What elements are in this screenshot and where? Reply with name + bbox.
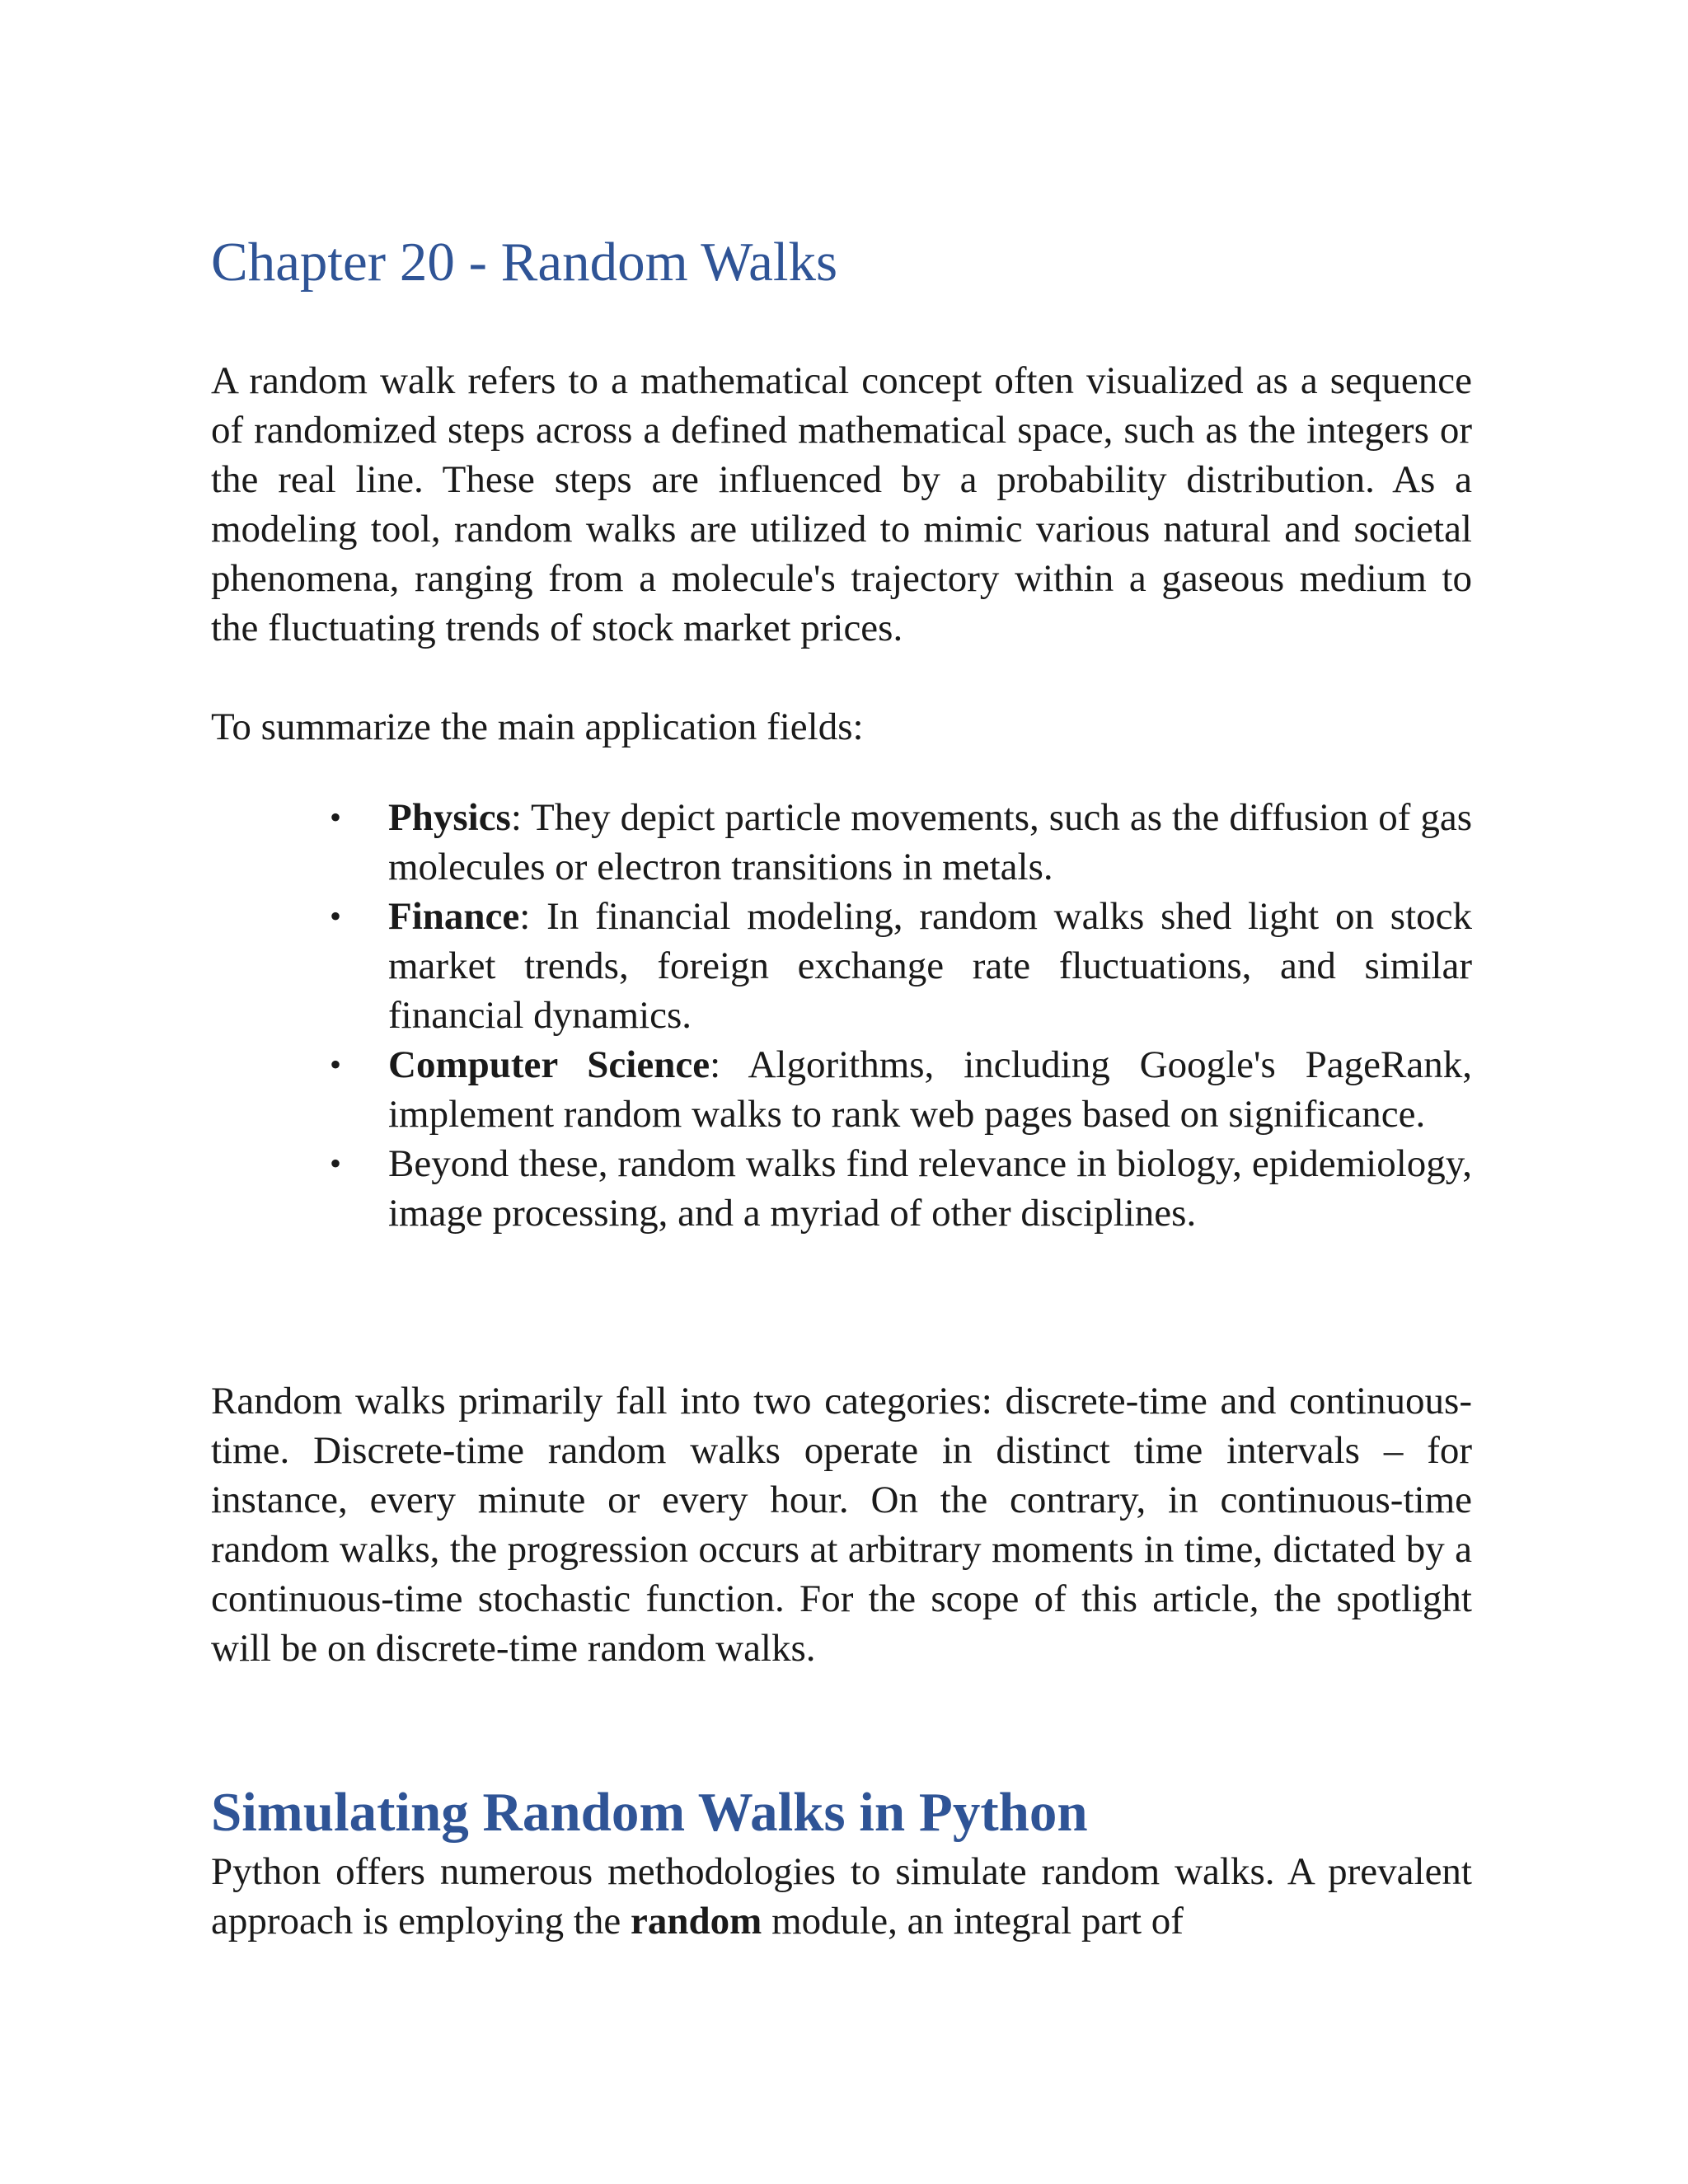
list-item-text [388, 1040, 1472, 1139]
field-description: Beyond these, random walks find relevance in biology, epidemiology, image processing, and a myriad of other disciplines. [388, 1142, 1472, 1235]
application-fields-list [330, 793, 1472, 1238]
list-item [330, 1139, 1472, 1238]
bullet-icon: • [330, 799, 342, 836]
intro-paragraph: A random walk refers to a mathematical concept often visualized as a sequence of randomized steps across a defined mathematical space, such as the integers or the real line. These steps are influenced by a probability distribution. As a modeling tool, random walks are utilized to mimic various natural and societal phenomena, ranging from a molecule's trajectory within a gaseous medium to the fluctuating trends of stock market prices. [211, 359, 1472, 649]
list-item-text [388, 892, 1472, 1040]
section-title: Simulating Random Walks in Python [211, 1782, 1088, 1843]
bullet-icon: • [330, 1145, 342, 1182]
field-description: : Algorithms, including Google's PageRank, implement random walks to rank web pages based on significance. [388, 1043, 1472, 1136]
field-description: : They depict particle movements, such as the diffusion of gas molecules or electron transitions in metals. [388, 796, 1472, 888]
bullet-icon: • [330, 898, 342, 935]
python-intro-continuation: module, an integral part of [762, 1900, 1184, 1943]
summary-line: To summarize the main application fields: [211, 705, 864, 748]
list-item [330, 793, 1472, 892]
chapter-title: Chapter 20 - Random Walks [211, 232, 838, 293]
categories-paragraph: Random walks primarily fall into two categories: discrete-time and continuous-time. Discrete-time random walks operate in distinct time intervals – for instance, every minute or every hour. On the contrary, in continuous-time random walks, the progression occurs at arbitrary moments in time, dictated by a continuous-time stochastic function. For the scope of this article, the spotlight will be on discrete-time random walks. [211, 1380, 1472, 1670]
python-intro-text: Python offers numerous methodologies to simulate random walks. A prevalent approach is employing the [211, 1850, 1472, 1943]
field-term: Physics [388, 796, 511, 839]
list-item-text [388, 1139, 1472, 1238]
random-module-name: random [631, 1900, 762, 1943]
list-item [330, 1040, 1472, 1139]
field-term: Finance [388, 895, 520, 938]
list-item-text [388, 793, 1472, 892]
list-item [330, 892, 1472, 1040]
bullet-icon: • [330, 1046, 342, 1083]
field-description: : In financial modeling, random walks shed light on stock market trends, foreign exchange rate fluctuations, and similar financial dynamics. [388, 895, 1472, 1037]
field-term: Computer Science [388, 1043, 710, 1086]
python-intro-paragraph [211, 1847, 1472, 1946]
